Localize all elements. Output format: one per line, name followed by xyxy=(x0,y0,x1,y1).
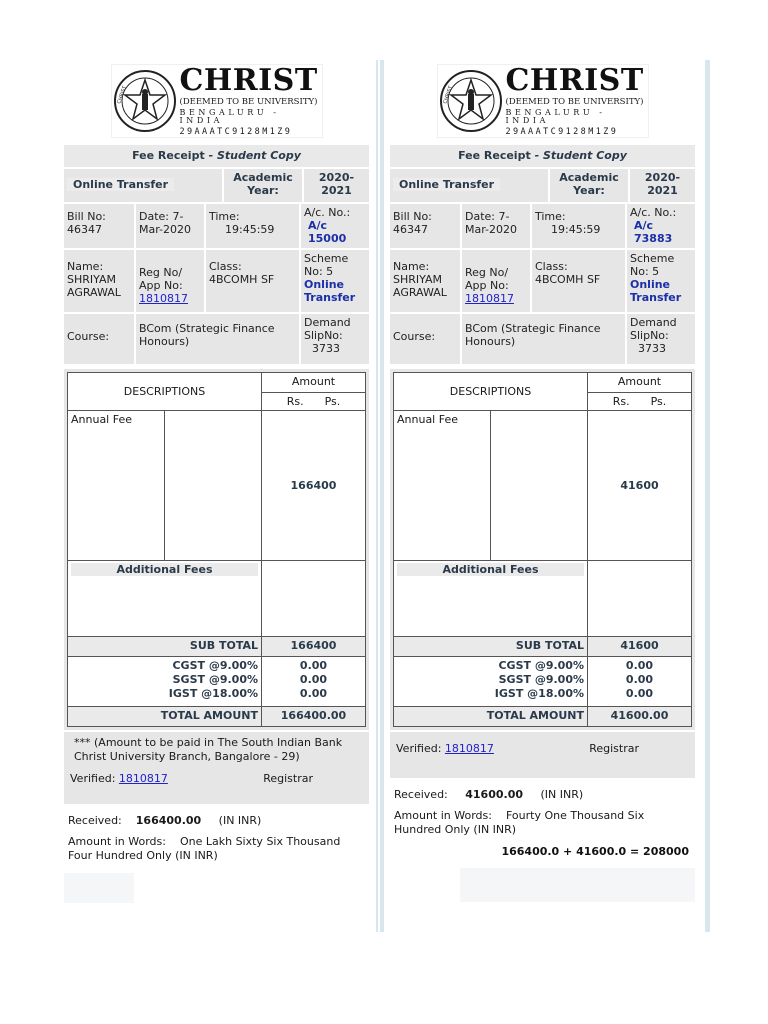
rs-header: Rs. xyxy=(286,395,304,408)
scheme-number: 5 xyxy=(326,265,334,278)
class-label: Class: xyxy=(535,260,568,273)
verified-label: Verified: xyxy=(70,772,116,785)
igst-amount: 0.00 xyxy=(299,687,328,700)
demand-label: Demand SlipNo: xyxy=(304,316,351,342)
reg-label: Reg No/ App No: xyxy=(465,266,509,292)
sub-total-label: SUB TOTAL xyxy=(394,637,588,657)
receipt-header xyxy=(390,64,695,144)
receipt-header xyxy=(64,64,369,144)
igst-label: IGST @18.00% xyxy=(494,687,584,700)
brand-subtitle: (DEEMED TO BE UNIVERSITY) xyxy=(179,96,318,107)
receipt-copy-label: - Student Copy xyxy=(534,149,627,162)
scheme-label: Scheme No: xyxy=(630,252,675,278)
receipt-title xyxy=(64,145,369,167)
received-line xyxy=(64,810,369,831)
payment-mode-row xyxy=(64,169,369,202)
cgst-amount: 0.00 xyxy=(299,659,328,672)
account-label: A/c. No.: xyxy=(304,206,351,219)
payment-mode-row xyxy=(390,169,695,202)
student-name: SHRIYAM AGRAWAL xyxy=(393,273,447,299)
class-value: 4BCOMH SF xyxy=(209,273,275,286)
sub-total: 166400 xyxy=(262,637,366,657)
reg-label: Reg No/ App No: xyxy=(139,266,183,292)
received-line xyxy=(390,784,695,805)
university-logo xyxy=(437,64,649,138)
fee-table xyxy=(64,369,369,730)
brand-city: BENGALURU - INDIA xyxy=(179,108,280,125)
verified-label: Verified: xyxy=(396,742,442,755)
crest-text: CHRIST xyxy=(115,85,128,105)
date-label: Date: xyxy=(139,210,169,223)
cgst-label: CGST @9.00% xyxy=(172,659,258,672)
payment-mode: Online Transfer xyxy=(393,178,500,191)
academic-year: 2020-2021 xyxy=(318,171,355,197)
course-name: BCom (Strategic Finance Honours) xyxy=(136,314,301,364)
descriptions-header: DESCRIPTIONS xyxy=(394,373,588,411)
bill-number: 46347 xyxy=(67,223,102,236)
academic-year-label: Academic Year: xyxy=(224,169,304,202)
course-name: BCom (Strategic Finance Honours) xyxy=(462,314,627,364)
scheme-label: Scheme No: xyxy=(304,252,349,278)
student-row xyxy=(64,250,369,312)
account-number: A/c 73883 xyxy=(634,219,673,245)
reg-number-link[interactable]: 1810817 xyxy=(139,292,188,305)
total-amount-label: TOTAL AMOUNT xyxy=(394,707,588,727)
descriptions-header: DESCRIPTIONS xyxy=(68,373,262,411)
university-crest-icon xyxy=(438,68,504,134)
name-label: Name: xyxy=(393,260,430,273)
amount-in-words: One Lakh Sixty Six Thousand Four Hundred Only (IN INR) xyxy=(68,835,341,862)
bank-note: *** (Amount to be paid in The South Indian Bank Christ University Branch, Bangalore - 29) xyxy=(74,736,343,763)
receipt-date: 7-Mar-2020 xyxy=(465,210,518,236)
ps-header: Ps. xyxy=(650,395,667,408)
registrar-label: Registrar xyxy=(589,742,639,755)
academic-year-label: Academic Year: xyxy=(550,169,630,202)
bill-row xyxy=(390,204,695,248)
amount-in-words: Fourty One Thousand Six Hundred Only (IN INR) xyxy=(394,809,645,836)
igst-amount: 0.00 xyxy=(625,687,654,700)
received-amount: 166400.00 xyxy=(135,814,202,827)
received-amount: 41600.00 xyxy=(465,788,524,801)
amount-header: Amount xyxy=(588,373,692,393)
receipt-title-text: Fee Receipt xyxy=(458,149,531,162)
fee-item: Annual Fee xyxy=(394,411,491,561)
sgst-amount: 0.00 xyxy=(299,673,328,686)
fee-table xyxy=(390,369,695,730)
amount-in-words-line xyxy=(64,831,369,867)
scheme-number: 5 xyxy=(652,265,660,278)
class-label: Class: xyxy=(209,260,242,273)
received-label: Received: xyxy=(394,788,448,801)
time-label: Time: xyxy=(209,210,240,223)
reg-number-link[interactable]: 1810817 xyxy=(465,292,514,305)
igst-label: IGST @18.00% xyxy=(168,687,258,700)
sgst-amount: 0.00 xyxy=(625,673,654,686)
university-logo xyxy=(111,64,323,138)
date-label: Date: xyxy=(465,210,495,223)
additional-fees-label: Additional Fees xyxy=(397,563,584,576)
verification-box xyxy=(390,732,695,778)
brand-gst-number: 29AAATC9128M1Z9 xyxy=(179,127,293,137)
ps-header: Ps. xyxy=(324,395,341,408)
bill-label: Bill No: xyxy=(67,210,106,223)
fee-item: Annual Fee xyxy=(68,411,165,561)
receipt-student-copy-2 xyxy=(384,58,702,934)
course-row xyxy=(64,314,369,364)
receipt-copy-label: - Student Copy xyxy=(208,149,301,162)
verified-by-link[interactable]: 1810817 xyxy=(444,742,494,755)
rs-header: Rs. xyxy=(612,395,630,408)
scheme-mode: Online Transfer xyxy=(630,278,682,304)
sgst-label: SGST @9.00% xyxy=(498,673,584,686)
brand-name: CHRIST xyxy=(179,62,318,98)
student-row xyxy=(390,250,695,312)
time-label: Time: xyxy=(535,210,566,223)
fee-amount: 41600 xyxy=(588,411,692,561)
receipt-date: 7-Mar-2020 xyxy=(139,210,192,236)
total-amount: 166400.00 xyxy=(262,707,366,727)
name-label: Name: xyxy=(67,260,104,273)
student-name: SHRIYAM AGRAWAL xyxy=(67,273,121,299)
account-number: A/c 15000 xyxy=(308,219,347,245)
receipt-time: 19:45:59 xyxy=(551,223,601,236)
amount-words-label: Amount in Words: xyxy=(394,809,492,822)
course-label: Course: xyxy=(390,314,462,364)
additional-fees-label: Additional Fees xyxy=(71,563,258,576)
blank-row xyxy=(460,868,695,902)
bill-row xyxy=(64,204,369,248)
registrar-label: Registrar xyxy=(263,772,313,785)
course-row xyxy=(390,314,695,364)
brand-gst-number: 29AAATC9128M1Z9 xyxy=(505,127,619,137)
payment-mode: Online Transfer xyxy=(67,178,174,191)
scheme-mode: Online Transfer xyxy=(304,278,356,304)
receipt-student-copy-1 xyxy=(58,58,376,934)
bill-number: 46347 xyxy=(393,223,428,236)
academic-year: 2020-2021 xyxy=(644,171,681,197)
total-amount: 41600.00 xyxy=(588,707,692,727)
sum-note: 166400.0 + 41600.0 = 208000 xyxy=(501,845,689,858)
receipt-time: 19:45:59 xyxy=(225,223,275,236)
university-crest-icon xyxy=(112,68,178,134)
account-label: A/c. No.: xyxy=(630,206,677,219)
received-label: Received: xyxy=(68,814,122,827)
bank-note-box xyxy=(64,732,369,804)
blank-row xyxy=(64,873,134,903)
sub-total-label: SUB TOTAL xyxy=(68,637,262,657)
fee-amount: 166400 xyxy=(262,411,366,561)
brand-city: BENGALURU - INDIA xyxy=(505,108,606,125)
course-label: Course: xyxy=(64,314,136,364)
cgst-label: CGST @9.00% xyxy=(498,659,584,672)
brand-subtitle: (DEEMED TO BE UNIVERSITY) xyxy=(505,96,644,107)
sub-total: 41600 xyxy=(588,637,692,657)
class-value: 4BCOMH SF xyxy=(535,273,601,286)
verified-by-link[interactable]: 1810817 xyxy=(118,772,168,785)
bill-label: Bill No: xyxy=(393,210,432,223)
amount-words-label: Amount in Words: xyxy=(68,835,166,848)
total-amount-label: TOTAL AMOUNT xyxy=(68,707,262,727)
received-currency: (IN INR) xyxy=(218,814,262,827)
cgst-amount: 0.00 xyxy=(625,659,654,672)
amount-in-words-line xyxy=(390,805,695,841)
crest-text: CHRIST xyxy=(441,85,454,105)
brand-name: CHRIST xyxy=(505,62,644,98)
demand-label: Demand SlipNo: xyxy=(630,316,677,342)
receipt-title-text: Fee Receipt xyxy=(132,149,205,162)
amount-header: Amount xyxy=(262,373,366,393)
demand-number: 3733 xyxy=(312,342,340,355)
received-currency: (IN INR) xyxy=(540,788,584,801)
demand-number: 3733 xyxy=(638,342,666,355)
receipt-border-right xyxy=(705,60,710,932)
sgst-label: SGST @9.00% xyxy=(172,673,258,686)
receipt-title xyxy=(390,145,695,167)
